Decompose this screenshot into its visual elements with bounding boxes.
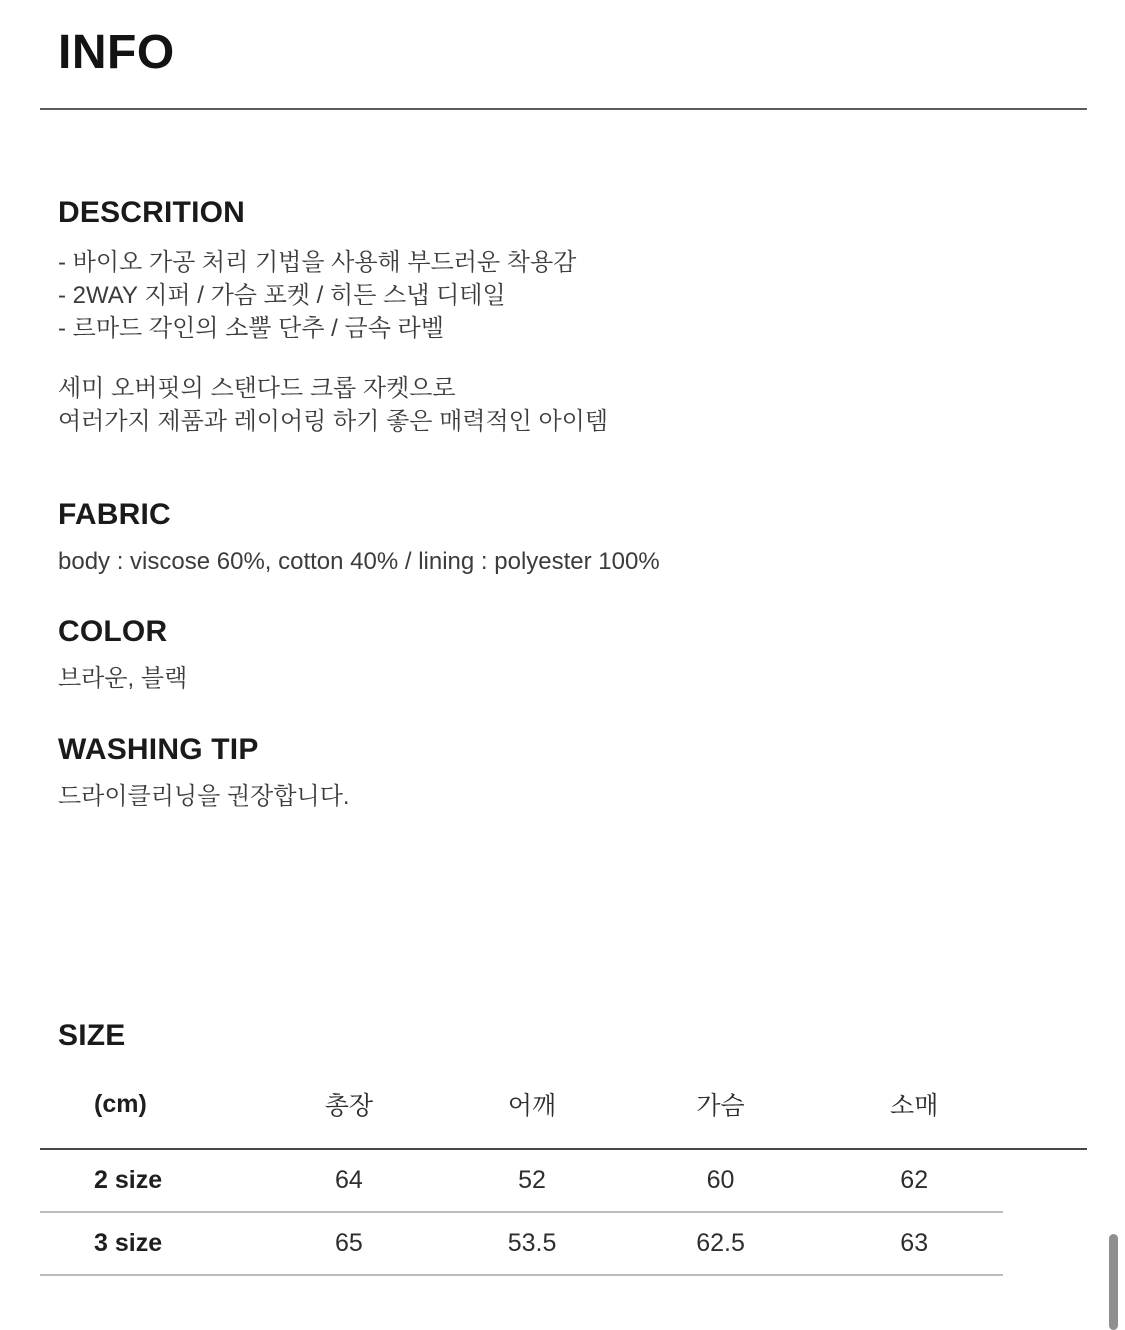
- description-paragraph: [58, 372, 1087, 438]
- size-section: [40, 1019, 1087, 1276]
- size-col-header-chest: 가슴: [616, 1053, 825, 1149]
- size-heading: SIZE: [58, 1019, 126, 1052]
- title-divider: [40, 108, 1087, 110]
- size-col-header-sleeve: 소매: [825, 1053, 1003, 1149]
- size-col-header-shoulder: 어깨: [448, 1053, 616, 1149]
- page-title: INFO: [58, 26, 175, 79]
- color-heading: COLOR: [58, 615, 168, 648]
- color-section: [40, 615, 1087, 695]
- size-table: [40, 1053, 1087, 1276]
- size-table-spacer-cell: [1003, 1149, 1087, 1212]
- size-cell-chest: 62.5: [616, 1212, 825, 1275]
- washing-tip-section: [40, 733, 1087, 813]
- description-paragraph-line: 여러가지 제품과 레이어링 하기 좋은 매력적인 아이템: [58, 408, 609, 435]
- size-table-header-row: [40, 1053, 1087, 1149]
- description-paragraph-line: 세미 오버핏의 스탠다드 크롭 자켓으로: [58, 375, 456, 402]
- description-bullet: - 2WAY 지퍼 / 가슴 포켓 / 히든 스냅 디테일: [58, 282, 506, 309]
- washing-tip-text: 드라이클리닝을 권장합니다.: [58, 783, 350, 810]
- description-heading: DESCRITION: [58, 196, 246, 229]
- fabric-section: [40, 498, 1087, 578]
- size-table-spacer-cell: [1003, 1212, 1087, 1275]
- size-table-row-3size: [40, 1212, 1087, 1275]
- size-row-label: 3 size: [40, 1212, 249, 1275]
- product-info-page: [0, 24, 1125, 1276]
- color-text: 브라운, 블랙: [58, 665, 188, 692]
- fabric-heading: FABRIC: [58, 498, 171, 531]
- description-bullet: - 르마드 각인의 소뿔 단추 / 금속 라벨: [58, 315, 444, 342]
- fabric-text: body : viscose 60%, cotton 40% / lining : polyester 100%: [58, 548, 660, 575]
- size-col-header-cm: (cm): [40, 1053, 249, 1149]
- size-table-spacer-cell: [1003, 1053, 1087, 1149]
- size-table-row-2size: [40, 1149, 1087, 1212]
- size-cell-shoulder: 52: [448, 1149, 616, 1212]
- description-bullet: - 바이오 가공 처리 기법을 사용해 부드러운 착용감: [58, 249, 577, 276]
- size-row-label: 2 size: [40, 1149, 249, 1212]
- size-cell-sleeve: 62: [825, 1149, 1003, 1212]
- size-cell-total-length: 64: [249, 1149, 448, 1212]
- size-cell-total-length: 65: [249, 1212, 448, 1275]
- size-col-header-total-length: 총장: [249, 1053, 448, 1149]
- size-cell-shoulder: 53.5: [448, 1212, 616, 1275]
- washing-tip-heading: WASHING TIP: [58, 733, 259, 766]
- size-cell-chest: 60: [616, 1149, 825, 1212]
- size-cell-sleeve: 63: [825, 1212, 1003, 1275]
- scrollbar-thumb[interactable]: [1109, 1234, 1118, 1330]
- description-section: [40, 196, 1087, 438]
- description-bullet-list: [58, 246, 1087, 345]
